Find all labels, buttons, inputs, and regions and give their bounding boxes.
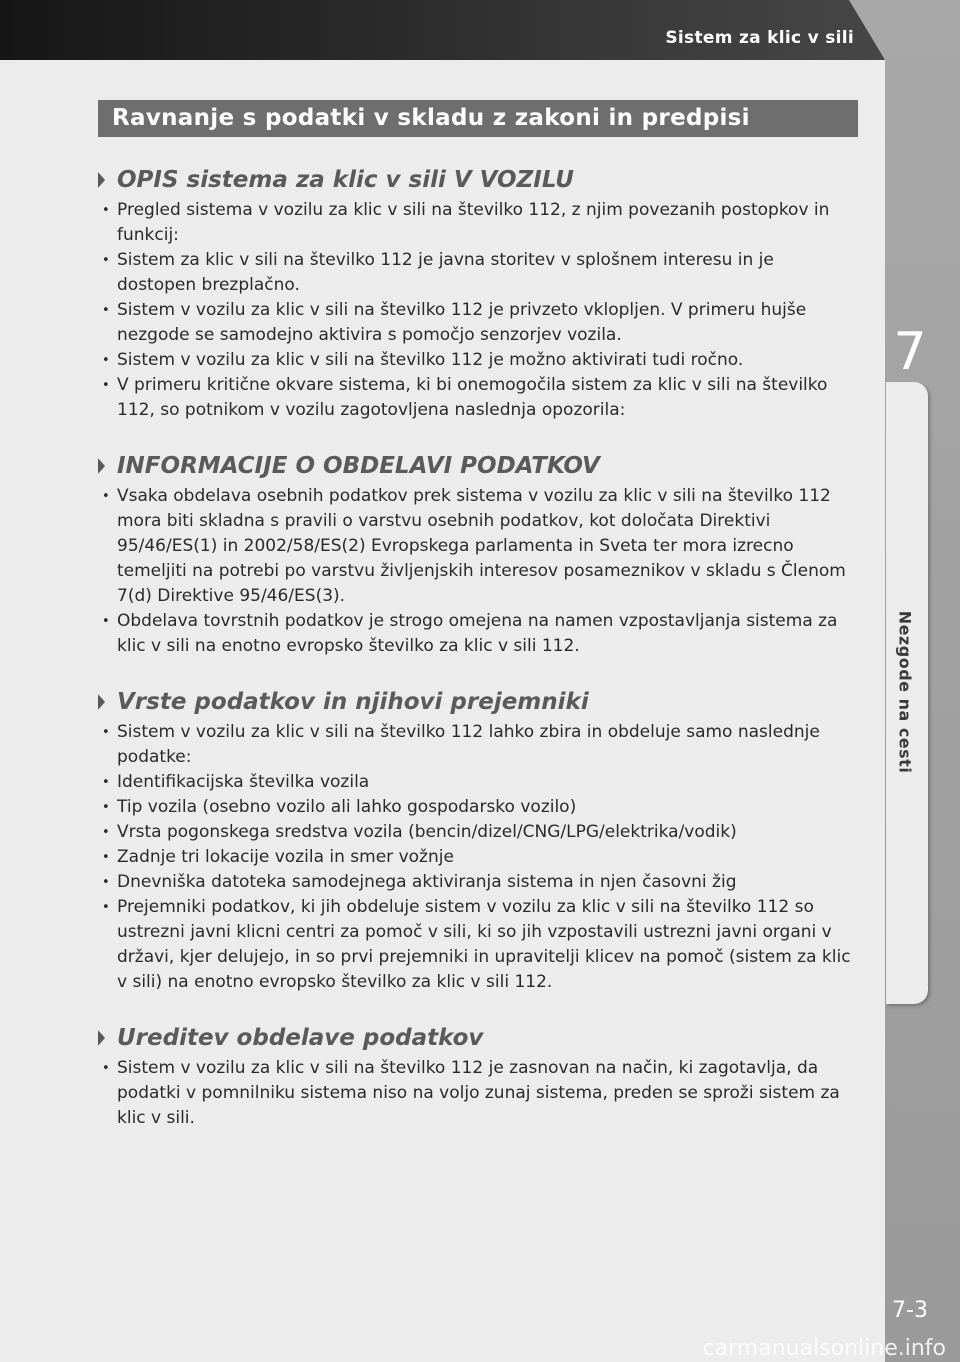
section-opis (98, 165, 858, 423)
list-item: • Tip vozila (osebno vozilo ali lahko gospodarsko vozilo) (98, 795, 858, 820)
page-number: 7-3 (892, 1298, 928, 1323)
bullet-list (98, 720, 858, 995)
section-marker-icon (98, 694, 105, 710)
chapter-number: 7 (893, 322, 927, 382)
chapter-label: Nezgode na cesti (895, 610, 915, 774)
section-title-text: Vrste podatkov in njihovi prejemniki (117, 689, 589, 715)
bullet-list (98, 1056, 858, 1131)
section-vrste (98, 687, 858, 995)
list-item: • Sistem v vozilu za klic v sili na številko 112 je možno aktivirati tudi ročno. (98, 348, 858, 373)
bullet-list (98, 198, 858, 423)
page-content (98, 100, 858, 1131)
list-item: • Sistem za klic v sili na številko 112 je javna storitev v splošnem interesu in je dostopen brezplačno. (98, 248, 858, 298)
section-ureditev (98, 1023, 858, 1131)
header-title: Sistem za klic v sili (665, 28, 854, 48)
section-title-text: OPIS sistema za klic v sili V VOZILU (117, 167, 574, 193)
list-item: • V primeru kritične okvare sistema, ki bi onemogočila sistem za klic v sili na številko 112, so potnikom v vozilu zagotovljena naslednja opozorila: (98, 373, 858, 423)
section-title (98, 1023, 858, 1053)
section-marker-icon (98, 172, 105, 188)
list-item: • Pregled sistema v vozilu za klic v sili na številko 112, z njim povezanih postopkov in funkcij: (98, 198, 858, 248)
list-item: • Sistem v vozilu za klic v sili na številko 112 je zasnovan na način, ki zagotavlja, da podatki v pomnilniku sistema niso na voljo zunaj sistema, preden se sproži sistem za klic v sili. (98, 1056, 858, 1131)
section-informacije (98, 451, 858, 659)
list-item: • Identifikacijska številka vozila (98, 770, 858, 795)
section-title (98, 165, 858, 195)
list-item: • Vrsta pogonskega sredstva vozila (bencin/dizel/CNG/LPG/elektrika/vodik) (98, 820, 858, 845)
list-item: • Obdelava tovrstnih podatkov je strogo omejena na namen vzpostavljanja sistema za klic v sili na enotno evropsko številko za klic v sili 112. (98, 609, 858, 659)
list-item: • Dnevniška datoteka samodejnega aktiviranja sistema in njen časovni žig (98, 870, 858, 895)
section-title-text: Ureditev obdelave podatkov (117, 1025, 484, 1051)
watermark: carmanualsonline.info (702, 1336, 946, 1361)
list-item: • Prejemniki podatkov, ki jih obdeluje sistem v vozilu za klic v sili na številko 112 so ustrezni javni klicni centri za pomoč v sili, ki so jih vzpostavili ustrezni javni organi v državi, kjer delujejo, in so prvi prejemniki in upravitelji klicev na pomoč (sistem za klic v sili) na enotno evropsko številko za klic v sili 112. (98, 895, 858, 995)
section-marker-icon (98, 1030, 105, 1046)
section-marker-icon (98, 458, 105, 474)
list-item: • Sistem v vozilu za klic v sili na številko 112 lahko zbira in obdeluje samo naslednje podatke: (98, 720, 858, 770)
section-title-text: INFORMACIJE O OBDELAVI PODATKOV (117, 453, 600, 479)
bullet-list (98, 484, 858, 659)
list-item: • Zadnje tri lokacije vozila in smer vožnje (98, 845, 858, 870)
list-item: • Vsaka obdelava osebnih podatkov prek sistema v vozilu za klic v sili na številko 112 mora biti skladna s pravili o varstvu osebnih podatkov, kot določata Direktivi 95/46/ES(1) in 2002/58/ES(2) Evropskega parlamenta in Sveta ter mora izrecno temeljiti na potrebi po varstvu življenjskih interesov posameznikov v skladu s Členom 7(d) Direktive 95/46/ES(3). (98, 484, 858, 609)
list-item: • Sistem v vozilu za klic v sili na številko 112 je privzeto vklopljen. V primeru hujše nezgode se samodejno aktivira s pomočjo senzorjev vozila. (98, 298, 858, 348)
main-heading: Ravnanje s podatki v skladu z zakoni in predpisi (98, 100, 858, 137)
sidebar-corner (849, 0, 885, 60)
section-title (98, 451, 858, 481)
section-title (98, 687, 858, 717)
